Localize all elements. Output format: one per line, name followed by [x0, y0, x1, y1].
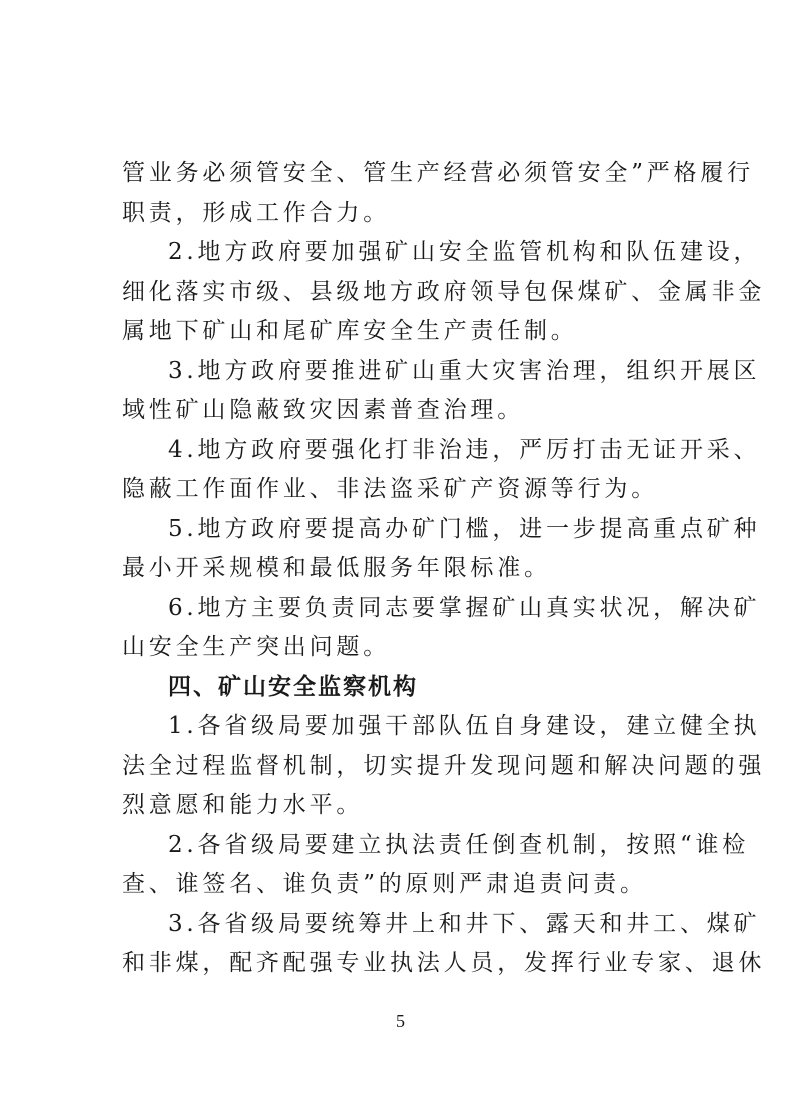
paragraph-2: 2.地方政府要加强矿山安全监管机构和队伍建设， [168, 239, 761, 265]
paragraph-1: 1.各省级局要加强干部队伍自身建设，建立健全执 [168, 713, 761, 739]
body-text-line: 和非煤，配齐配强专业执法人员，发挥行业专家、退休 [122, 950, 766, 976]
body-text-line: 山安全生产突出问题。 [122, 634, 390, 660]
body-text-line: 细化落实市级、县级地方政府领导包保煤矿、金属非金 [122, 279, 766, 305]
body-text-line: 隐蔽工作面作业、非法盗采矿产资源等行为。 [122, 476, 658, 502]
body-text-line: 烈意愿和能力水平。 [122, 792, 364, 818]
paragraph-5: 5.地方政府要提高办矿门槛，进一步提高重点矿种 [168, 516, 761, 542]
paragraph-3: 3.地方政府要推进矿山重大灾害治理，组织开展区 [168, 358, 761, 384]
body-text-line: 管业务必须管安全、管生产经营必须管安全”严格履行 [122, 160, 754, 186]
page-number: 5 [396, 1011, 405, 1031]
paragraph-3: 3.各省级局要统筹井上和井下、露天和井工、煤矿 [168, 911, 761, 937]
paragraph-6: 6.地方主要负责同志要掌握矿山真实状况，解决矿 [168, 595, 761, 621]
body-text-line: 属地下矿山和尾矿库安全生产责任制。 [122, 318, 578, 344]
paragraph-4: 4.地方政府要强化打非治违，严厉打击无证开采、 [168, 437, 761, 463]
body-text-line: 职责，形成工作合力。 [122, 200, 390, 226]
body-text-line: 查、谁签名、谁负责”的原则严肃追责问责。 [122, 871, 647, 897]
body-text-line: 法全过程监督机制，切实提升发现问题和解决问题的强 [122, 753, 766, 779]
body-text-line: 最小开采规模和最低服务年限标准。 [122, 555, 551, 581]
paragraph-2: 2.各省级局要建立执法责任倒查机制，按照“谁检 [168, 832, 750, 858]
body-text-line: 域性矿山隐蔽致灾因素普查治理。 [122, 397, 524, 423]
section-heading: 四、矿山安全监察机构 [168, 674, 418, 700]
